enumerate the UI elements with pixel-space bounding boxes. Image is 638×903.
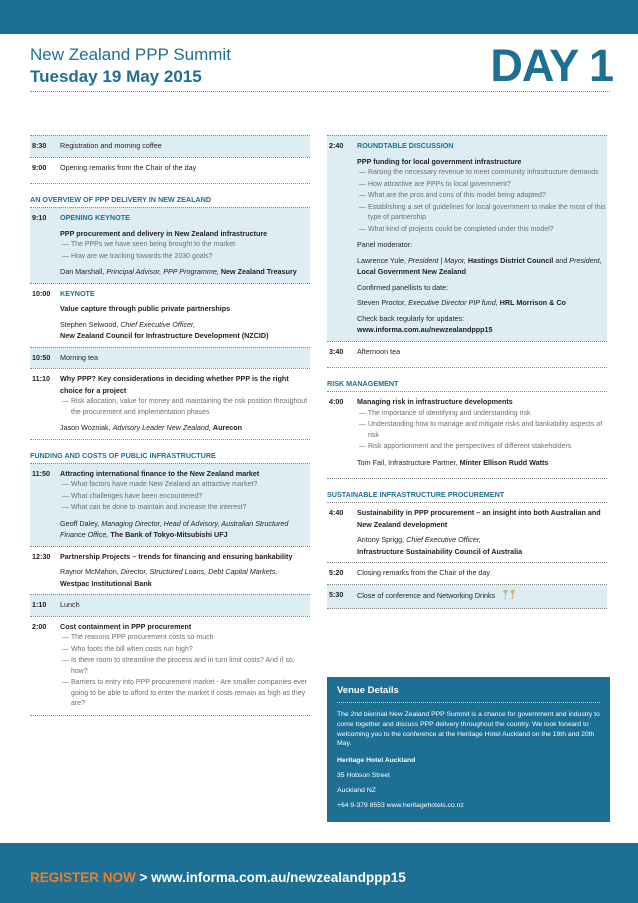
session-title: PPP funding for local government infrastructure — [357, 156, 522, 166]
session-bullet: — The PPPs we have seen being brought to the market — [62, 241, 236, 248]
moderator — [357, 255, 607, 278]
panellist — [357, 297, 607, 309]
session-bullet: — The importance of identifying and understanding risk — [359, 409, 531, 417]
speaker-org: New Zealand Council for Infrastructure Development (NZCID) — [60, 331, 269, 340]
speaker-org: Hastings District Council — [467, 255, 554, 265]
register-now-label: REGISTER NOW — [30, 870, 136, 885]
session-time: 2:40 — [329, 141, 344, 150]
session-title: Closing remarks from the Chair of the day — [357, 568, 491, 577]
check-back-label: Check back regularly for updates: — [357, 313, 465, 323]
speaker-role: Director, Structured Loans, Debt Capital Markets, — [120, 567, 278, 576]
session-speaker — [60, 566, 310, 578]
session-bullet: — The reasons PPP procurement costs so much — [62, 634, 214, 641]
speaker-role: Principal Advisor, PPP Programme, — [106, 267, 221, 276]
session-1150 — [30, 463, 310, 546]
session-0400 — [327, 391, 607, 478]
session-bullet: — Understanding how to manage and mitigate risks and bankability aspects of risk — [359, 421, 603, 439]
session-time: 9:00 — [32, 162, 47, 172]
session-bullet: — Barriers to entry into PPP procurement market - Are smaller companies ever going to be able to afford to enter the market if costs remain as high as they are? — [62, 679, 307, 707]
speaker-name: Jason Wozniak, — [60, 423, 113, 432]
session-speaker — [60, 319, 310, 331]
session-title: Afternoon tea — [357, 346, 401, 356]
venue-street: 35 Hobson Street — [337, 771, 390, 779]
header-divider — [30, 91, 610, 92]
session-time: 3:40 — [329, 346, 344, 356]
top-band — [0, 0, 638, 34]
session-time: 1:10 — [32, 600, 47, 609]
venue-description: The 2nd biennial New Zealand PPP Summit is a chance for government and industry to come together and discuss PPP delivery throughout the country. We look forward to welcoming you to the conference at the Heritage Hotel Auckland on the 19th and 20th May. — [337, 711, 600, 748]
session-time: 10:50 — [32, 352, 51, 362]
venue-city: Auckland NZ — [337, 786, 376, 794]
speaker-role: Chief Executive Officer, — [406, 535, 481, 544]
session-bullet: — How are we tracking towards the 2030 goals? — [62, 252, 213, 260]
session-speaker — [60, 422, 310, 434]
speaker-org: Local Government New Zealand — [357, 267, 467, 276]
session-time: 11:10 — [32, 374, 50, 383]
confirmed-panellists-label: Confirmed panellists to date: — [357, 282, 449, 292]
speaker-role: President | Mayor, — [408, 255, 468, 265]
session-title: Partnership Projects – trends for financing and ensuring bankability — [60, 551, 293, 561]
event-date: Tuesday 19 May 2015 — [30, 67, 202, 86]
speaker-role: Advisory Leader New Zealand, — [112, 423, 213, 432]
session-1110 — [30, 368, 310, 439]
footer-band — [0, 843, 638, 903]
speaker-role: Managing Director, Head of Advisory, Australian Structured Finance Office, — [60, 518, 289, 539]
speaker-role: Chief Executive Officer, — [120, 319, 196, 329]
session-keynote-label: ROUNDTABLE DISCUSSION — [357, 141, 454, 150]
session-title: Lunch — [60, 600, 80, 609]
speaker-org: New Zealand Treasury — [220, 267, 297, 276]
venue-hotel-name: Heritage Hotel Auckland — [337, 757, 416, 765]
session-bullet: — Risk apportionment and the perspectives of different stakeholders — [359, 443, 572, 450]
session-1050 — [30, 347, 310, 369]
speaker-role: Executive Director PIP fund, — [408, 298, 500, 307]
session-bullet: — How attractive are PPPs to local government? — [359, 180, 511, 188]
session-0900 — [30, 157, 310, 184]
speaker-org: Minter Ellison Rudd Watts — [459, 457, 549, 467]
session-0520 — [327, 562, 607, 584]
speaker-name: Tom Fail, Infrastructure Partner, — [357, 457, 460, 467]
session-time: 12:30 — [32, 551, 51, 561]
session-title: Morning tea — [60, 352, 98, 362]
session-0340 — [327, 341, 607, 368]
session-title: Attracting international finance to the New Zealand market — [60, 468, 260, 478]
session-title-text: Close of conference and Networking Drinks — [357, 590, 496, 600]
session-time: 11:50 — [32, 468, 50, 478]
session-bullet: — What factors have made New Zealand an attractive market? — [62, 481, 258, 488]
section-heading-funding: FUNDING AND COSTS OF PUBLIC INFRASTRUCTURE — [30, 439, 310, 463]
session-title: Managing risk in infrastructure developments — [357, 397, 513, 406]
session-time: 5:30 — [329, 589, 344, 599]
session-keynote-label: KEYNOTE — [60, 288, 95, 298]
session-time: 5:20 — [329, 568, 344, 577]
speaker-org: The Bank of Tokyo-Mitsubishi UFJ — [110, 530, 228, 539]
speaker-role: President, — [569, 255, 602, 265]
session-speaker — [357, 534, 607, 546]
speaker-org: Infrastructure Sustainability Council of Australia — [357, 546, 523, 556]
session-0910 — [30, 207, 310, 283]
left-column — [30, 135, 310, 716]
section-heading-sustainable: SUSTAINABLE INFRASTRUCTURE PROCUREMENT — [327, 478, 607, 502]
session-0530 — [327, 584, 607, 610]
speaker-name: Antony Sprigg, — [357, 535, 407, 544]
session-bullet: — Risk allocation, value for money and maintaining the risk position throughout the procurement and implementation phases — [62, 398, 308, 416]
speaker-org: Aurecon — [212, 423, 243, 432]
champagne-glasses-icon — [501, 589, 519, 604]
session-keynote-label: OPENING KEYNOTE — [60, 213, 130, 222]
day-label: DAY 1 — [490, 40, 613, 91]
session-0200 — [30, 616, 310, 716]
speaker-org: HRL Morrison & Co — [499, 298, 566, 307]
session-speaker — [357, 457, 607, 469]
session-title: Sustainability in PPP procurement – an insight into both Australian and New Zealand development — [357, 508, 601, 529]
speaker-name: Raynor McMahon, — [60, 567, 121, 576]
session-0240 — [327, 135, 607, 341]
speaker-name: Dan Marshall, — [60, 267, 107, 276]
session-title: Value capture through public private partnerships — [60, 304, 231, 313]
speaker-org: Westpac Institutional Bank — [60, 578, 152, 588]
panel-moderator-label: Panel moderator: — [357, 240, 413, 249]
session-title: PPP procurement and delivery in New Zealand infrastructure — [60, 228, 268, 238]
speaker-name: Geoff Daley, — [60, 518, 102, 528]
session-bullet: — What can be done to maintain and increase the interest? — [62, 504, 247, 511]
session-title: Why PPP? Key considerations in deciding whether PPP is the right choice for a project — [60, 374, 289, 395]
session-title — [357, 589, 607, 604]
speaker-name: Steven Proctor, — [357, 298, 409, 307]
session-bullet: — What challenges have been encountered? — [62, 492, 203, 500]
session-bullet: — Establishing a set of guidelines for local government to make the most of this type of partnership — [359, 203, 606, 221]
session-time: 9:10 — [32, 213, 47, 222]
updates-link[interactable]: www.informa.com.au/newzealandppp15 — [357, 325, 493, 334]
session-bullet: — Who foots the bill when costs run high? — [62, 645, 193, 653]
right-column — [327, 135, 607, 609]
session-title: Opening remarks from the Chair of the day — [60, 162, 197, 172]
conjunction: and — [553, 255, 570, 265]
register-url: www.informa.com.au/newzealandppp15 — [151, 870, 406, 885]
session-speaker — [60, 266, 310, 278]
section-heading-overview: AN OVERVIEW OF PPP DELIVERY IN NEW ZEALAND — [30, 183, 310, 207]
session-0830 — [30, 135, 310, 157]
register-separator: > — [135, 870, 152, 885]
session-bullet: — Raising the necessary revenue to meet community infrastructure demands — [359, 169, 599, 176]
session-bullet: — What are the pros and cons of this model being adopted? — [359, 192, 546, 199]
session-time: 10:00 — [32, 288, 51, 298]
speaker-name: Stephen Selwood, — [60, 319, 121, 329]
session-title: Registration and morning coffee — [60, 141, 162, 150]
session-1230 — [30, 546, 310, 595]
venue-contact: +64 9-379 8553 www.heritagehotels.co.nz — [337, 801, 464, 809]
session-speaker — [60, 518, 310, 541]
register-link[interactable] — [30, 870, 406, 885]
session-1000 — [30, 283, 310, 347]
session-bullet: — What kind of projects could be completed under this model? — [359, 225, 554, 233]
session-title: Cost containment in PPP procurement — [60, 621, 192, 631]
section-heading-risk: RISK MANAGEMENT — [327, 367, 607, 391]
event-title: New Zealand PPP Summit — [30, 45, 231, 64]
venue-details-box — [327, 677, 610, 822]
speaker-name: Lawrence Yule, — [357, 255, 409, 265]
session-0110 — [30, 594, 310, 616]
session-time: 4:40 — [329, 508, 344, 517]
session-0440 — [327, 502, 607, 562]
session-time: 8:30 — [32, 141, 47, 150]
venue-heading: Venue Details — [337, 685, 600, 703]
session-time: 4:00 — [329, 397, 344, 406]
session-bullet: — Is there room to streamline the process and in turn limit costs? And if so, how? — [62, 657, 295, 675]
session-time: 2:00 — [32, 621, 47, 631]
